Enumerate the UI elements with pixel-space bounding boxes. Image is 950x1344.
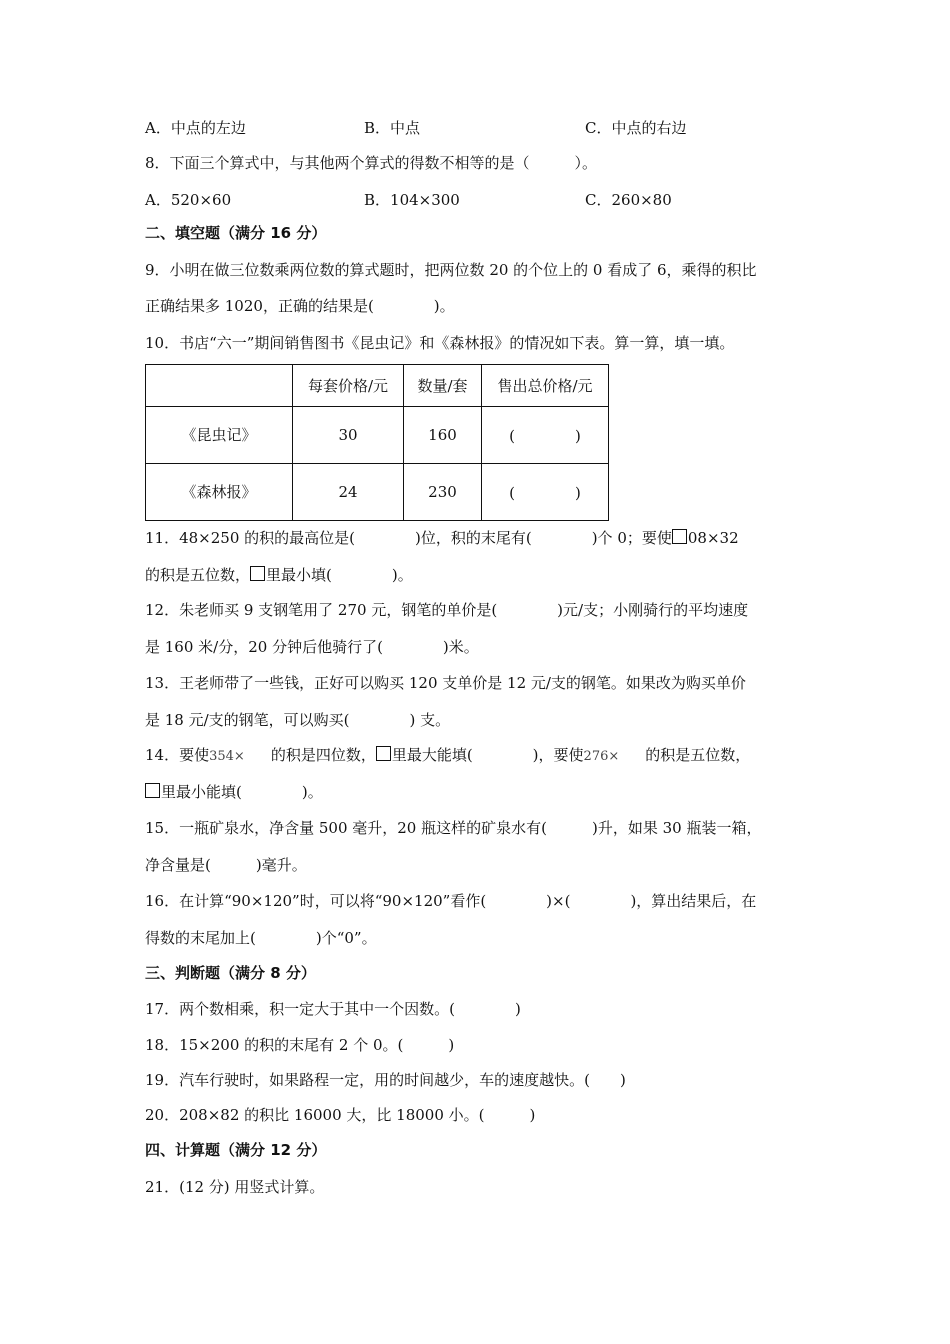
section-heading-calculation: 四、计算题（满分 12 分） (145, 1141, 327, 1159)
q12-line1: 12．朱老师买 9 支钢笔用了 270 元，钢笔的单价是( )元/支；小刚骑行的平均速度 (145, 601, 749, 619)
table-row (146, 464, 609, 521)
q14-expr-2: 276× (583, 749, 646, 764)
box-icon (672, 529, 687, 544)
q20-question: 20．208×82 的积比 16000 大，比 18000 小。( ) (145, 1106, 536, 1124)
q9-line2: 正确结果多 1020，正确的结果是( )。 (145, 297, 455, 315)
q14-text-a: 14．要使 (145, 746, 210, 764)
q7-option-a: A．中点的左边 (145, 119, 246, 137)
q14-line1 (145, 745, 750, 767)
table-header-price: 每套价格/元 (293, 365, 404, 407)
table-header-qty: 数量/套 (404, 365, 482, 407)
q16-line1: 16．在计算“90×120”时，可以将“90×120”看作( )×( )，算出结果后，在 (145, 892, 757, 910)
q11-line2 (145, 565, 413, 585)
q7-option-c: C．中点的右边 (585, 119, 687, 137)
q14-text-g: 里最小能填( )。 (161, 783, 323, 801)
q14-line2 (145, 782, 323, 802)
q13-line1: 13．王老师带了一些钱，正好可以购买 120 支单价是 12 元/支的钢笔。如果改为购买单价 (145, 674, 746, 692)
q14-text-f: 的积是五位数， (645, 746, 751, 764)
q7-option-b: B．中点 (364, 119, 421, 137)
table-price: 30 (293, 407, 404, 464)
section-heading-judgment: 三、判断题（满分 8 分） (145, 964, 316, 982)
q8-question: 8．下面三个算式中，与其他两个算式的得数不相等的是（ ）。 (145, 154, 598, 172)
q13-line2: 是 18 元/支的钢笔，可以购买( ) 支。 (145, 711, 451, 729)
q19-question: 19．汽车行驶时，如果路程一定，用的时间越少，车的速度越快。( ) (145, 1071, 626, 1089)
q12-line2: 是 160 米/分，20 分钟后他骑行了( )米。 (145, 638, 479, 656)
q14-expr-1: 354× (209, 749, 271, 764)
q11-text-d: 里最小填( )。 (266, 566, 413, 584)
table-total-blank: ( ) (482, 464, 609, 521)
q16-line2: 得数的末尾加上( )个“0”。 (145, 929, 377, 947)
q15-line1: 15．一瓶矿泉水，净含量 500 毫升，20 瓶这样的矿泉水有( )升，如果 30 瓶装一箱， (145, 819, 762, 837)
table-row (146, 407, 609, 464)
table-header-row (146, 365, 609, 407)
q14-text-c: 的积是四位数， (270, 746, 376, 764)
q15-line2: 净含量是( )毫升。 (145, 856, 307, 874)
box-icon (145, 783, 160, 798)
table-qty: 230 (404, 464, 482, 521)
q18-question: 18．15×200 的积的末尾有 2 个 0。( ) (145, 1036, 455, 1054)
table-price: 24 (293, 464, 404, 521)
box-icon (376, 746, 391, 761)
q11-line1 (145, 528, 739, 548)
q11-text-c: 的积是五位数， (145, 566, 251, 584)
q17-question: 17．两个数相乘，积一定大于其中一个因数。( ) (145, 1000, 521, 1018)
q8-option-a: A．520×60 (145, 191, 232, 209)
q10-question: 10．书店“六一”期间销售图书《昆虫记》和《森林报》的情况如下表。算一算，填一填。 (145, 334, 735, 352)
section-heading-fill-in: 二、填空题（满分 16 分） (145, 224, 327, 242)
q21-question: 21．(12 分) 用竖式计算。 (145, 1178, 325, 1196)
table-qty: 160 (404, 407, 482, 464)
table-book-name: 《森林报》 (146, 464, 293, 521)
table-header-empty (146, 365, 293, 407)
box-icon (250, 566, 265, 581)
q11-text-b: 08×32 (687, 529, 739, 547)
sales-table (145, 364, 609, 521)
q8-option-c: C．260×80 (585, 191, 672, 209)
q11-text-a: 11．48×250 的积的最高位是( )位，积的末尾有( )个 0；要使 (145, 529, 672, 547)
q9-line1: 9．小明在做三位数乘两位数的算式题时，把两位数 20 的个位上的 0 看成了 6，乘得的积比 (145, 261, 757, 279)
table-book-name: 《昆虫记》 (146, 407, 293, 464)
table-total-blank: ( ) (482, 407, 609, 464)
q8-option-b: B．104×300 (364, 191, 460, 209)
q14-text-d: 里最大能填( )，要使 (391, 746, 584, 764)
table-header-total: 售出总价格/元 (482, 365, 609, 407)
